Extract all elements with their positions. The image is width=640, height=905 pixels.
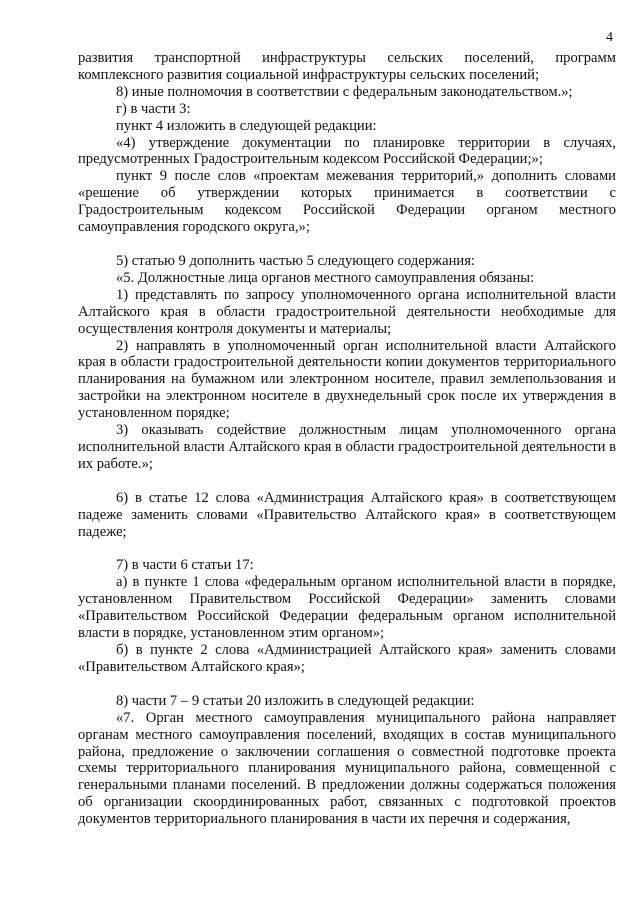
paragraph: развития транспортной инфраструктуры сельских поселений, программ комплексного развития социальной инфраструктуры сельских поселений; xyxy=(78,50,616,83)
paragraph: 1) представлять по запросу уполномоченного органа исполнительной власти Алтайского края в области градостроительной деятельности необходимые для осуществления контроля документы и материалы; xyxy=(78,286,616,337)
paragraph: 6) в статье 12 слова «Администрация Алтайского края» в соответствующем падеже заменить словами «Правительство Алтайского края» в соответствующем падеже; xyxy=(78,489,616,540)
paragraph: 8) части 7 – 9 статьи 20 изложить в следующей редакции: xyxy=(116,692,475,709)
paragraph: 2) направлять в уполномоченный орган исполнительной власти Алтайского края в области градостроительной деятельности копии документов территориального планирования на бумажном или электронном носителе, правил землепользования и застройки на электронном носителе в двухнедельный срок после их утверждения в установленном порядке; xyxy=(78,337,616,422)
document-body xyxy=(78,50,616,828)
paragraph: 8) иные полномочия в соответствии с федеральным законодательством.»; xyxy=(116,83,573,100)
paragraph: 5) статью 9 дополнить частью 5 следующего содержания: xyxy=(116,252,475,269)
paragraph: пункт 9 после слов «проектам межевания территорий,» дополнить словами «решение об утверждении которых принимается в соответствии с Градостроительным кодексом Российской Федерации органом местного самоуправления городского округа,»; xyxy=(78,168,616,236)
paragraph: пункт 4 изложить в следующей редакции: xyxy=(116,117,377,134)
paragraph: г) в части 3: xyxy=(116,100,191,117)
paragraph: 7) в части 6 статьи 17: xyxy=(116,557,254,574)
paragraph: «7. Орган местного самоуправления муниципального района направляет органам местного самоуправления поселений, входящих в состав муниципального района, предложение о заключении соглашения о совместной подготовке проекта схемы территориального планирования муниципального района, совмещенной с генеральными планами поселений. В предложении должны содержаться положения об организации скоординированных работ, связанных с подготовкой проектов документов территориального планирования в части их перечня и содержания, xyxy=(78,709,616,828)
paragraph: «5. Должностные лица органов местного самоуправления обязаны: xyxy=(116,269,535,286)
page-number: 4 xyxy=(606,30,613,45)
paragraph: а) в пункте 1 слова «федеральным органом исполнительной власти в порядке, установленном Правительством Российской Федерации» заменить словами «Правительством Российской Федерации федеральным органом исполнительной власти в порядке, установленном этим органом»; xyxy=(78,574,616,642)
paragraph: «4) утверждение документации по планировке территории в случаях, предусмотренных Градостроительным кодексом Российской Федерации;»; xyxy=(78,134,616,168)
paragraph: 3) оказывать содействие должностным лицам уполномоченного органа исполнительной власти Алтайского края в области градостроительной деятельности в их работе.»; xyxy=(78,422,616,472)
paragraph: б) в пункте 2 слова «Администрацией Алтайского края» заменить словами «Правительством Алтайского края»; xyxy=(78,642,616,675)
